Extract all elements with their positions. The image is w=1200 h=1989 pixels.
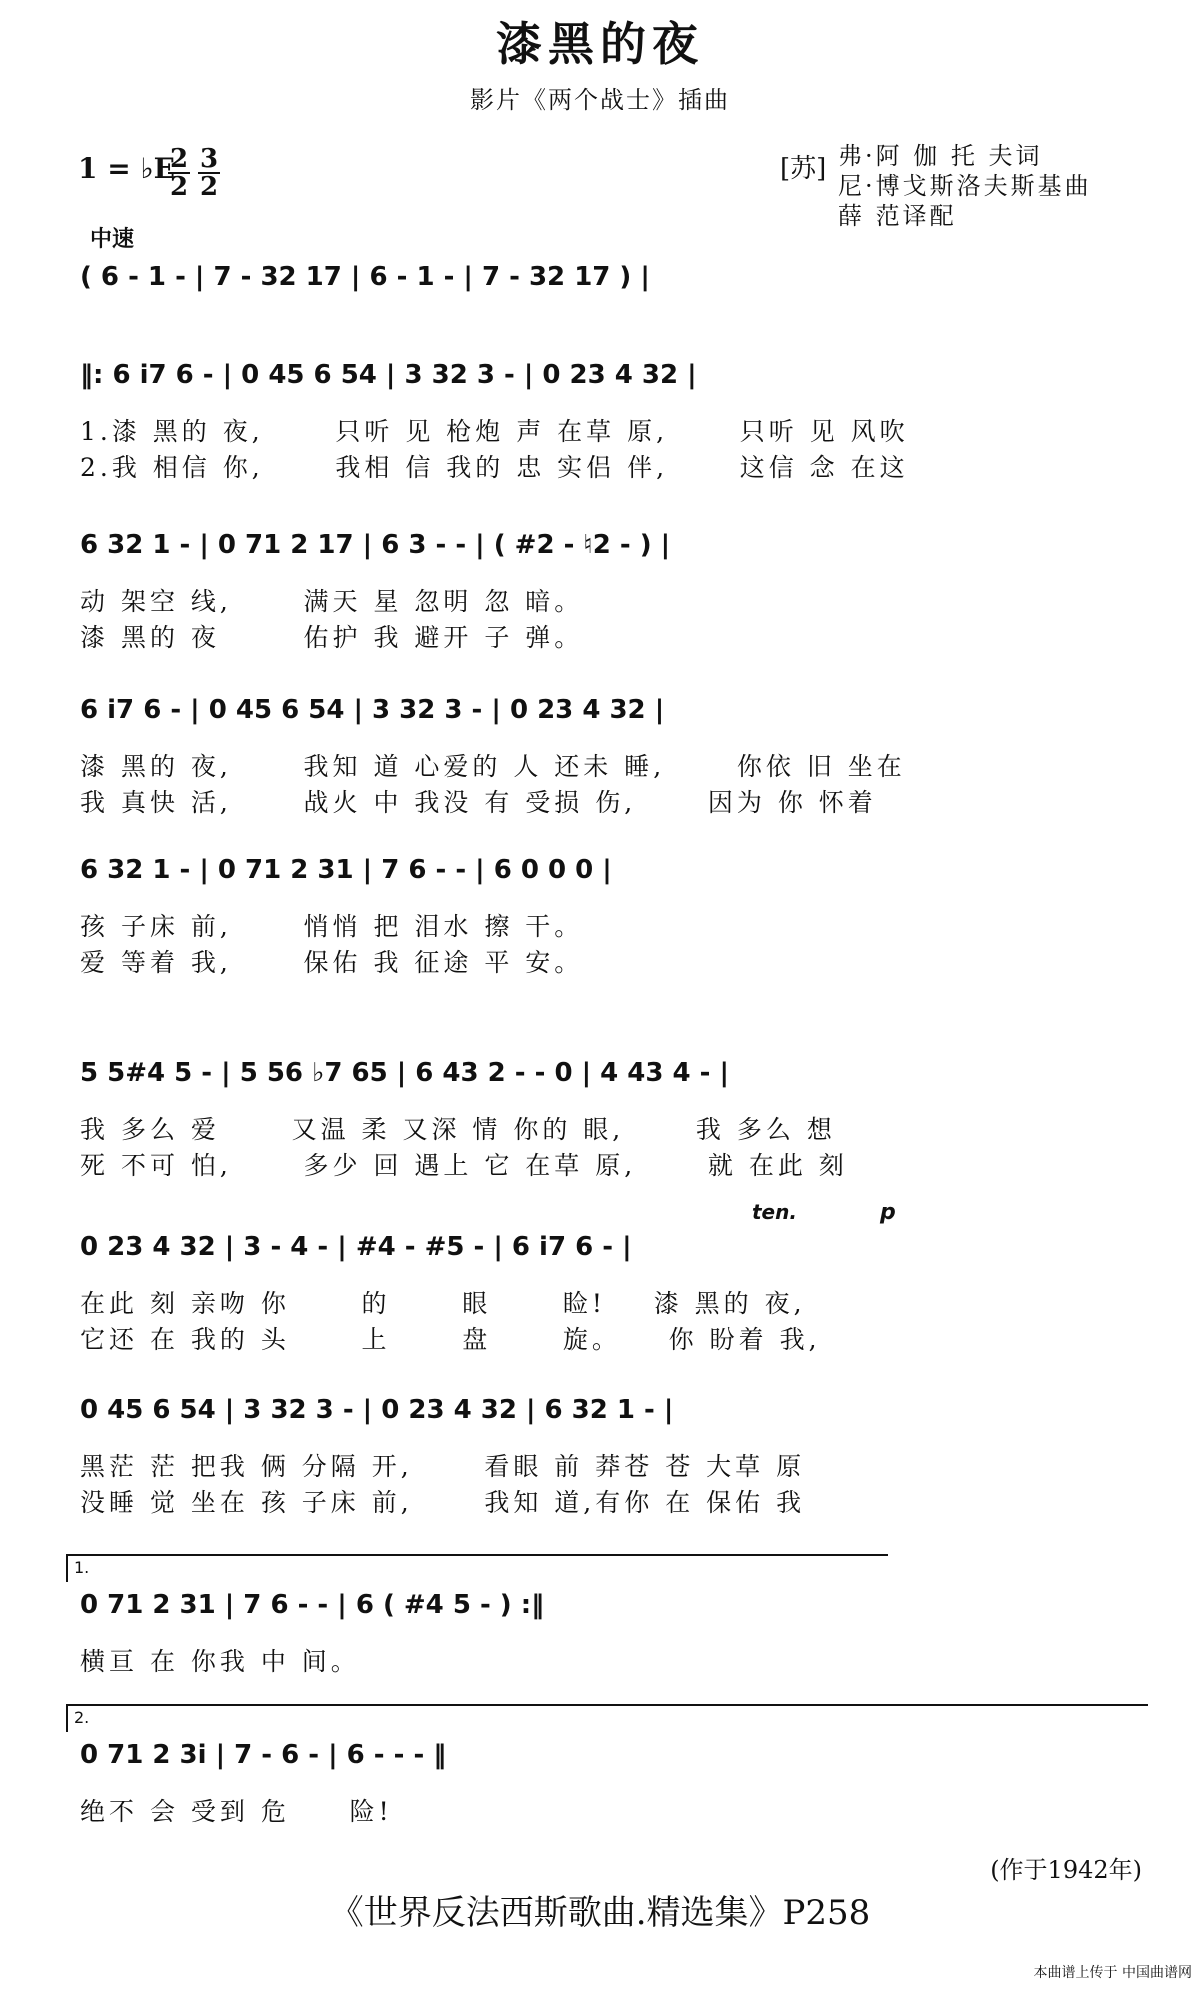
lyrics-verse-2: 没睡 觉 坐在 孩 子床 前, 我知 道,有你 在 保佑 我	[80, 1488, 806, 1517]
lyrics-verse-1: 横亘 在 你我 中 间。	[80, 1647, 360, 1676]
time-signature-2	[198, 144, 220, 202]
volta-number: 1.	[74, 1558, 90, 1577]
volta-number: 2.	[74, 1708, 90, 1727]
note-line: ‖: 6 i7 6 - | 0 45 6 54 | 3 32 3 - | 0 23 4 32 |	[80, 360, 697, 390]
note-line: 6 32 1 - | 0 71 2 31 | 7 6 - - | 6 0 0 0 |	[80, 855, 612, 885]
key-signature: 1 = ♭E	[78, 152, 175, 185]
lyrics-verse-1: 1.漆 黑的 夜, 只听 见 枪炮 声 在草 原, 只听 见 风吹	[80, 417, 909, 446]
lyrics-verse-1: 孩 子床 前, 悄悄 把 泪水 擦 干。	[80, 912, 584, 941]
time-signature-bottom: 2	[169, 172, 189, 202]
lyrics-verse-2: 2.我 相信 你, 我相 信 我的 忠 实侣 伴, 这信 念 在这	[80, 453, 909, 482]
translator-credit: 薛 范译配	[838, 202, 957, 230]
note-line: 0 45 6 54 | 3 32 3 - | 0 23 4 32 | 6 32 1 - |	[80, 1395, 674, 1425]
piano-dynamic: p	[880, 1200, 896, 1225]
tempo-marking: 中速	[90, 227, 135, 252]
lyrics-verse-1: 动 架空 线, 满天 星 忽明 忽 暗。	[80, 587, 584, 616]
lyrics-verse-1: 漆 黑的 夜, 我知 道 心爱的 人 还未 睡, 你依 旧 坐在	[80, 752, 906, 781]
note-line: 5 5#4 5 - | 5 56 ♭7 65 | 6 43 2 - - 0 | 4 43 4 - |	[80, 1058, 730, 1088]
song-title: 漆黑的夜	[496, 17, 704, 71]
source-book: 《世界反法西斯歌曲.精选集》P258	[329, 1893, 871, 1933]
country-tag: [苏]	[780, 154, 827, 184]
note-line: 6 32 1 - | 0 71 2 17 | 6 3 - - | ( #2 - ♮2 - ) |	[80, 530, 671, 560]
time-signature-top: 2	[169, 144, 189, 174]
footer-credit: 本曲谱上传于 中国曲谱网	[1033, 1965, 1192, 1981]
lyrics-verse-1: 黑茫 茫 把我 俩 分隔 开, 看眼 前 莽苍 苍 大草 原	[80, 1452, 806, 1481]
volta-bracket	[66, 1554, 888, 1582]
lyrics-verse-2: 它还 在 我的 头 上 盘 旋。 你 盼着 我,	[80, 1325, 821, 1354]
lyricist-credit: 弗·阿 伽 托 夫词	[838, 142, 1043, 170]
time-signature-bottom: 2	[199, 172, 219, 202]
note-line: 0 71 2 31 | 7 6 - - | 6 ( #4 5 - ) :‖	[80, 1590, 545, 1620]
lyrics-verse-2: 死 不可 怕, 多少 回 遇上 它 在草 原, 就 在此 刻	[80, 1151, 848, 1180]
lyrics-verse-2: 我 真快 活, 战火 中 我没 有 受损 伤, 因为 你 怀着	[80, 788, 877, 817]
time-signature-top: 3	[199, 144, 219, 174]
time-signature-1	[168, 144, 190, 202]
lyrics-verse-1: 在此 刻 亲吻 你 的 眼 睑! 漆 黑的 夜,	[80, 1289, 806, 1318]
song-subtitle: 影片《两个战士》插曲	[470, 86, 730, 114]
volta-bracket	[66, 1704, 1148, 1732]
note-line: ( 6 - 1 - | 7 - 32 17 | 6 - 1 - | 7 - 32 17 ) |	[80, 262, 650, 292]
tenuto-mark: ten.	[752, 1200, 797, 1224]
note-line: 6 i7 6 - | 0 45 6 54 | 3 32 3 - | 0 23 4 32 |	[80, 695, 665, 725]
note-line: 0 71 2 3i | 7 - 6 - | 6 - - - ‖	[80, 1740, 447, 1770]
composer-credit: 尼·博戈斯洛夫斯基曲	[838, 172, 1092, 200]
note-line: 0 23 4 32 | 3 - 4 - | #4 - #5 - | 6 i7 6 - |	[80, 1232, 632, 1262]
lyrics-verse-1: 绝不 会 受到 危 险!	[80, 1797, 393, 1826]
lyrics-verse-1: 我 多么 爱 又温 柔 又深 情 你的 眼, 我 多么 想	[80, 1115, 836, 1144]
composition-year: (作于1942年)	[990, 1856, 1142, 1884]
lyrics-verse-2: 漆 黑的 夜 佑护 我 避开 子 弹。	[80, 623, 584, 652]
lyrics-verse-2: 爱 等着 我, 保佑 我 征途 平 安。	[80, 948, 584, 977]
